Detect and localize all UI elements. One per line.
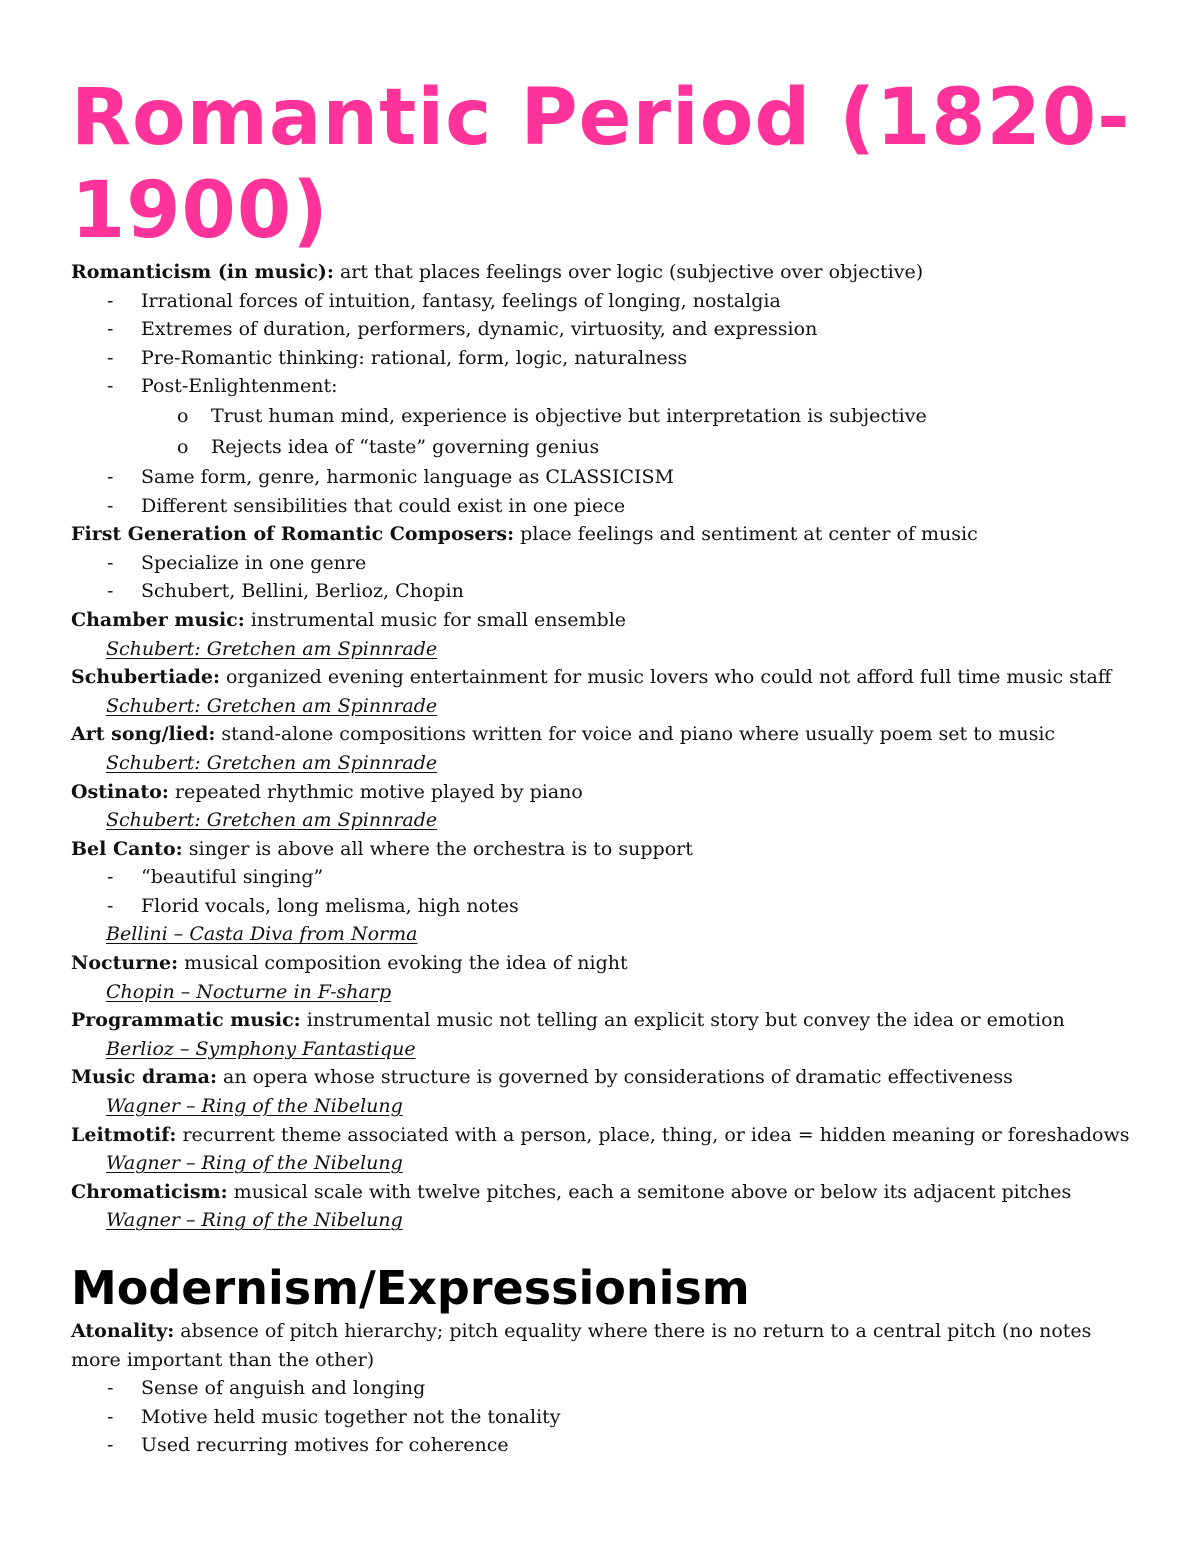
dash-marker: - [107, 1377, 114, 1400]
definition-text: stand-alone compositions written for voice and piano where usually poem set to music [215, 723, 1056, 746]
term: Atonality: [71, 1320, 175, 1342]
list-item-text: Extremes of duration, performers, dynamic, virtuosity, and expression [141, 318, 818, 341]
spacer [71, 1235, 1131, 1259]
example-work: Berlioz – Symphony Fantastique [106, 1037, 416, 1060]
dash-marker: - [107, 551, 114, 574]
definition-first-generation [71, 520, 1131, 549]
definition-ostinato [71, 778, 1131, 807]
definition-schubertiade [71, 663, 1131, 692]
dash-marker: - [107, 866, 114, 889]
example-work: Wagner – Ring of the Nibelung [106, 1209, 403, 1232]
list-item-text: Sense of anguish and longing [141, 1377, 426, 1400]
page-title: Romantic Period (1820-1900) [71, 73, 1131, 256]
list-item-text: Same form, genre, harmonic language as CLASSICISM [141, 465, 674, 488]
term: Schubertiade: [71, 666, 220, 689]
dash-marker: - [107, 318, 114, 341]
definition-nocturne [71, 949, 1131, 978]
list-item [71, 372, 1131, 401]
definition-leitmotif [71, 1121, 1131, 1150]
definition-text: recurrent theme associated with a person, place, thing, or idea = hidden meaning or foreshadows [176, 1123, 1130, 1146]
sub-list-item [71, 401, 1131, 432]
list-item-text: Different sensibilities that could exist in one piece [141, 494, 626, 517]
definition-art-song [71, 720, 1131, 749]
list-item [71, 492, 1131, 521]
definition-text: repeated rhythmic motive played by piano [168, 780, 583, 803]
term: Leitmotif: [71, 1123, 177, 1146]
example-work: Wagner – Ring of the Nibelung [106, 1095, 403, 1118]
example-work: Schubert: Gretchen am Spinnrade [106, 694, 438, 717]
definition-bel-canto [71, 835, 1131, 864]
list-item [71, 463, 1131, 492]
term: Nocturne: [71, 952, 179, 975]
definition-text: place feelings and sentiment at center of music [514, 523, 978, 546]
definition-text: singer is above all where the orchestra is to support [182, 837, 693, 860]
list-item [71, 892, 1131, 921]
list-item [71, 1374, 1131, 1403]
list-item-text: Post-Enlightenment: [141, 375, 338, 398]
list-item [71, 549, 1131, 578]
dash-marker: - [107, 1405, 114, 1428]
list-item [71, 344, 1131, 373]
definition-chamber-music [71, 606, 1131, 635]
definition-text: musical composition evoking the idea of night [178, 952, 628, 975]
circle-marker: o [177, 404, 189, 427]
example-work: Bellini – Casta Diva from Norma [106, 923, 418, 946]
definition-text: art that places feelings over logic (subjective over objective) [333, 261, 924, 283]
definition-text: an opera whose structure is governed by considerations of dramatic effectiveness [216, 1066, 1013, 1089]
document-page [71, 72, 1131, 1460]
term: Bel Canto: [71, 837, 183, 860]
term: Chromaticism: [71, 1180, 228, 1203]
definition-atonality [71, 1317, 1131, 1374]
term: Music drama: [71, 1066, 217, 1089]
circle-marker: o [177, 435, 189, 458]
definition-romanticism [71, 258, 1131, 287]
definition-text: instrumental music not telling an explicit story but convey the idea or emotion [300, 1009, 1065, 1032]
list-item [71, 863, 1131, 892]
list-item-text: Rejects idea of “taste” governing genius [211, 435, 600, 458]
term: First Generation of Romantic Composers: [71, 523, 515, 546]
list-item-text: Trust human mind, experience is objective but interpretation is subjective [211, 404, 927, 427]
list-item [71, 1431, 1131, 1460]
example-work: Chopin – Nocturne in F-sharp [106, 980, 392, 1003]
definition-text: musical scale with twelve pitches, each a semitone above or below its adjacent pitches [227, 1180, 1072, 1203]
list-item-text: Specialize in one genre [141, 551, 367, 574]
list-item-text: Pre-Romantic thinking: rational, form, logic, naturalness [141, 346, 688, 369]
sub-list-item [71, 432, 1131, 463]
section-title: Modernism/Expressionism [71, 1261, 750, 1315]
term: Romanticism (in music): [71, 261, 334, 283]
term: Art song/lied: [71, 723, 216, 746]
term: Programmatic music: [71, 1009, 301, 1032]
definition-chromaticism [71, 1178, 1131, 1207]
dash-marker: - [107, 894, 114, 917]
example-work: Schubert: Gretchen am Spinnrade [106, 751, 438, 774]
example-work: Schubert: Gretchen am Spinnrade [106, 809, 438, 832]
list-item [71, 1403, 1131, 1432]
definition-text: absence of pitch hierarchy; pitch equality where there is no return to a central pitch (no notes more important than the other) [71, 1320, 1092, 1371]
list-item [71, 287, 1131, 316]
definition-music-drama [71, 1063, 1131, 1092]
list-item-text: Schubert, Bellini, Berlioz, Chopin [141, 580, 464, 603]
dash-marker: - [107, 375, 114, 398]
list-item-text: Florid vocals, long melisma, high notes [141, 894, 519, 917]
definition-programmatic-music [71, 1006, 1131, 1035]
dash-marker: - [107, 465, 114, 488]
dash-marker: - [107, 346, 114, 369]
list-item-text: Irrational forces of intuition, fantasy, feelings of longing, nostalgia [141, 289, 781, 312]
dash-marker: - [107, 580, 114, 603]
dash-marker: - [107, 289, 114, 312]
example-work: Schubert: Gretchen am Spinnrade [106, 637, 438, 660]
definition-text: organized evening entertainment for music lovers who could not afford full time music staff [220, 666, 1112, 689]
dash-marker: - [107, 1434, 114, 1457]
example-work: Wagner – Ring of the Nibelung [106, 1152, 403, 1175]
list-item-text: Used recurring motives for coherence [141, 1434, 509, 1457]
list-item [71, 577, 1131, 606]
definition-text: instrumental music for small ensemble [244, 608, 627, 631]
dash-marker: - [107, 494, 114, 517]
term: Chamber music: [71, 608, 245, 631]
term: Ostinato: [71, 780, 169, 803]
list-item-text: “beautiful singing” [141, 866, 324, 889]
list-item-text: Motive held music together not the tonality [141, 1405, 561, 1428]
list-item [71, 315, 1131, 344]
